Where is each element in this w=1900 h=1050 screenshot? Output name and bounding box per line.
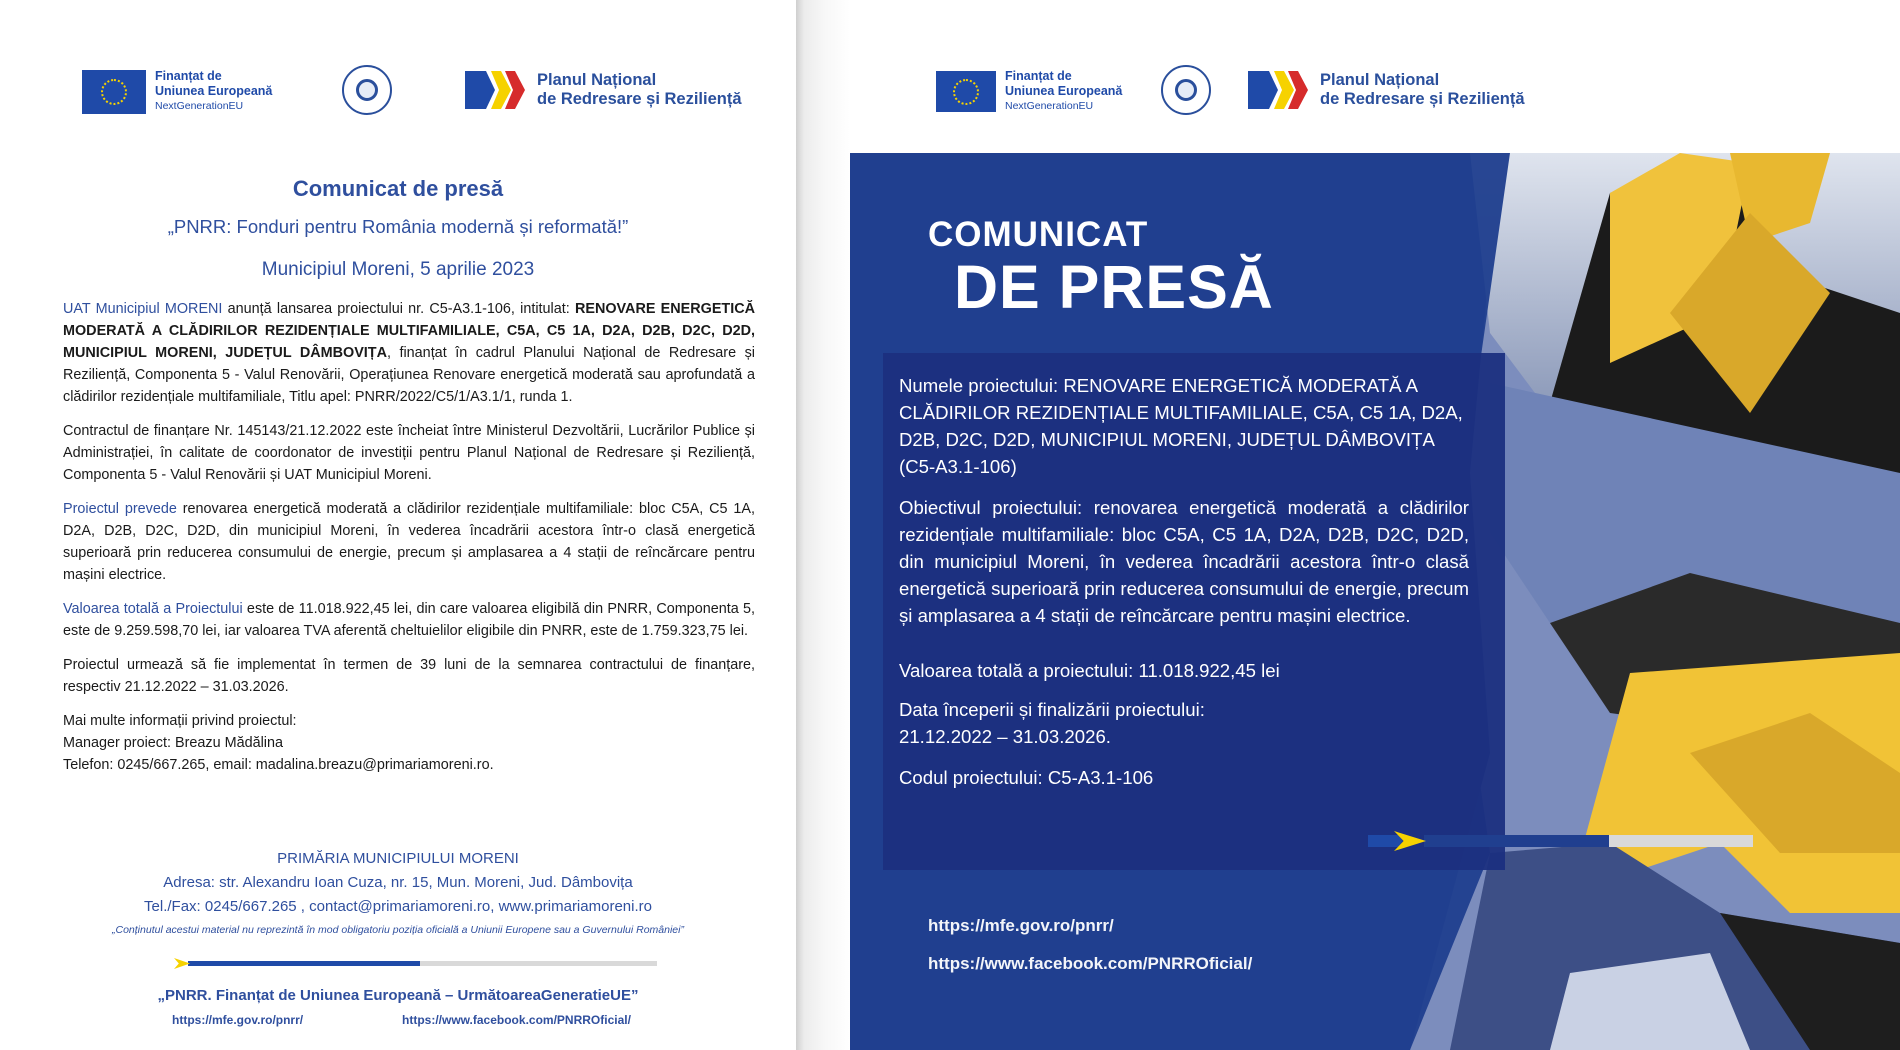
eu-line-1: Finanțat de	[155, 69, 222, 83]
poster-title	[928, 215, 1274, 319]
link-facebook[interactable]: https://www.facebook.com/PNRROficial/	[402, 1013, 631, 1027]
document-body	[63, 298, 755, 776]
eu-funding-logo	[82, 69, 272, 114]
poster-title-line-2: DE PRESĂ	[954, 253, 1274, 321]
government-seal-icon	[1161, 65, 1211, 115]
link-mfe[interactable]: https://mfe.gov.ro/pnrr/	[172, 1013, 304, 1027]
info-heading: Mai multe informații privind proiectul:	[63, 713, 297, 729]
document-title: Comunicat de presă	[292, 176, 504, 201]
project-info-box	[883, 353, 1505, 870]
poster-title-line-1: COMUNICAT	[928, 215, 1149, 254]
press-release-poster	[850, 0, 1900, 1050]
contact-line: Telefon: 0245/667.265, email: madalina.breazu@primariamoreni.ro.	[63, 757, 494, 773]
press-release-document	[0, 0, 796, 1050]
pnrr-arrow-icon	[465, 71, 531, 109]
project-dates: Data începerii și finalizării proiectului: 21.12.2022 – 31.03.2026.	[899, 699, 1205, 747]
poster-eu-funding-logo	[936, 69, 1122, 114]
eu-line-2: Uniunea Europeană	[155, 84, 273, 98]
poster-links	[928, 907, 1252, 983]
project-objective: Obiectivul proiectului: renovarea energetică moderată a clădirilor rezidențiale multifamiliale: bloc C5A, C5 1A, D2A, D2B, D2C, D2D, din municipiul Moreni, în vederea încadrării acestora într-o clasă energetică superioară prin reducerea consumului de energie, precum și amplasarea a 4 stații de reîncărcare pentru mașini electrice.	[899, 497, 1469, 626]
poster-eu-line-1: Finanțat de	[1005, 69, 1072, 83]
eu-flag-icon	[82, 70, 146, 114]
poster-pnrr-logo	[1248, 71, 1525, 109]
pnrr-logo	[465, 71, 742, 109]
government-seal-icon	[342, 65, 392, 115]
paragraph-scope: Proiectul prevede renovarea energetică moderată a clădirilor rezidențiale multifamiliale: bloc C5A, C5 1A, D2A, D2B, D2C, D2D, din municipiul Moreni, în vederea încadrării acestora într-o clasă energetică superioară prin reducerea consumului de energie, precum și amplasarea a 4 stații de reîncărcare pentru mașini electrice.	[63, 501, 755, 583]
project-value: Valoarea totală a proiectului: 11.018.922,45 lei	[899, 660, 1280, 681]
paragraph-announcement: UAT Municipiul MORENI anunță lansarea proiectului nr. C5-A3.1-106, intitulat: RENOVARE ENERGETICĂ MODERATĂ A CLĂDIRILOR REZIDENȚIALE MULTIFAMILIALE, C5A, C5 1A, D2A, D2B, D2C, D2D, MUNICIPIUL MORENI, JUDEȚUL DÂMBOVIȚA, finanțat în cadrul Planului Național de Redresare și Reziliență, Componenta 5 - Valul Renovării, Operațiunea Renovare energetică moderată sau aprofundată a clădirilor rezidențiale multifamiliale, Titlu apel: PNRR/2022/C5/1/A3.1/1, runda 1.	[63, 301, 756, 405]
document-footer	[0, 847, 796, 939]
page-gutter	[796, 0, 850, 1050]
paragraph-timeline: Proiectul urmează să fie implementat în termen de 39 luni de la semnarea contractului de finanțare, respectiv 21.12.2022 – 31.03.2026.	[63, 657, 755, 695]
poster-decorative-bar	[1368, 831, 1753, 851]
poster-link-facebook[interactable]: https://www.facebook.com/PNRROficial/	[928, 954, 1253, 973]
decorative-progress-bar	[174, 961, 657, 966]
yellow-arrow-icon	[174, 958, 190, 969]
project-code: Codul proiectului: C5-A3.1-106	[899, 767, 1154, 788]
pnrr-line-2: de Redresare și Reziliență	[537, 90, 742, 108]
poster-panel	[850, 153, 1900, 1050]
footer-tel: Tel./Fax: 0245/667.265 , contact@primariamoreni.ro, www.primariamoreni.ro	[144, 898, 652, 915]
document-subtitle: „PNRR: Fonduri pentru România modernă și reformată!”	[167, 216, 629, 237]
poster-government-seal	[1161, 65, 1211, 115]
paragraph-contract: Contractul de finanțare Nr. 145143/21.12.2022 este încheiat între Ministerul Dezvoltării, Lucrărilor Publice și Administrației, în calitate de coordonator de investiții pentru Planul Național de Redresare și Reziliență, Componenta 5 - Valul Renovării și UAT Municipiul Moreni.	[63, 423, 755, 483]
footer-disclaimer: „Conținutul acestui material nu reprezintă în mod obligatoriu poziția oficială a Uniunii Europene sau a Guvernului României”	[112, 924, 684, 936]
footer-org: PRIMĂRIA MUNICIPIULUI MORENI	[277, 850, 519, 867]
government-seal	[342, 65, 392, 115]
footer-address: Adresa: str. Alexandru Ioan Cuza, nr. 15, Mun. Moreni, Jud. Dâmbovița	[163, 874, 633, 891]
poster-pnrr-line-2: de Redresare și Reziliență	[1320, 90, 1525, 108]
eu-line-3: NextGenerationEU	[155, 100, 244, 112]
pnrr-arrow-icon	[1248, 71, 1314, 109]
footer-tagline: „PNRR. Finanțat de Uniunea Europeană – UrmătoareaGeneratieUE”	[157, 987, 639, 1004]
paragraph-value: Valoarea totală a Proiectului este de 11.018.922,45 lei, din care valoarea eligibilă din PNRR, Componenta 5, este de 9.259.598,70 lei, iar valoarea TVA aferentă cheltuielilor eligibile din PNRR, este de 1.759.323,75 lei.	[63, 601, 755, 639]
project-manager: Manager proiect: Breazu Mădălina	[63, 735, 283, 751]
poster-link-mfe[interactable]: https://mfe.gov.ro/pnrr/	[928, 916, 1114, 935]
pnrr-line-1: Planul Național	[537, 71, 657, 89]
poster-eu-line-2: Uniunea Europeană	[1005, 84, 1123, 98]
poster-pnrr-line-1: Planul Național	[1320, 71, 1440, 89]
poster-eu-line-3: NextGenerationEU	[1005, 100, 1094, 112]
project-name: Numele proiectului: RENOVARE ENERGETICĂ MODERATĂ A CLĂDIRILOR REZIDENȚIALE MULTIFAMILIALE, C5A, C5 1A, D2A, D2B, D2C, D2D, MUNICIPIUL MORENI, JUDEȚUL DÂMBOVIȚA (C5-A3.1-106)	[899, 375, 1463, 477]
document-date: Municipiul Moreni, 5 aprilie 2023	[261, 259, 535, 280]
eu-flag-icon	[936, 71, 996, 112]
